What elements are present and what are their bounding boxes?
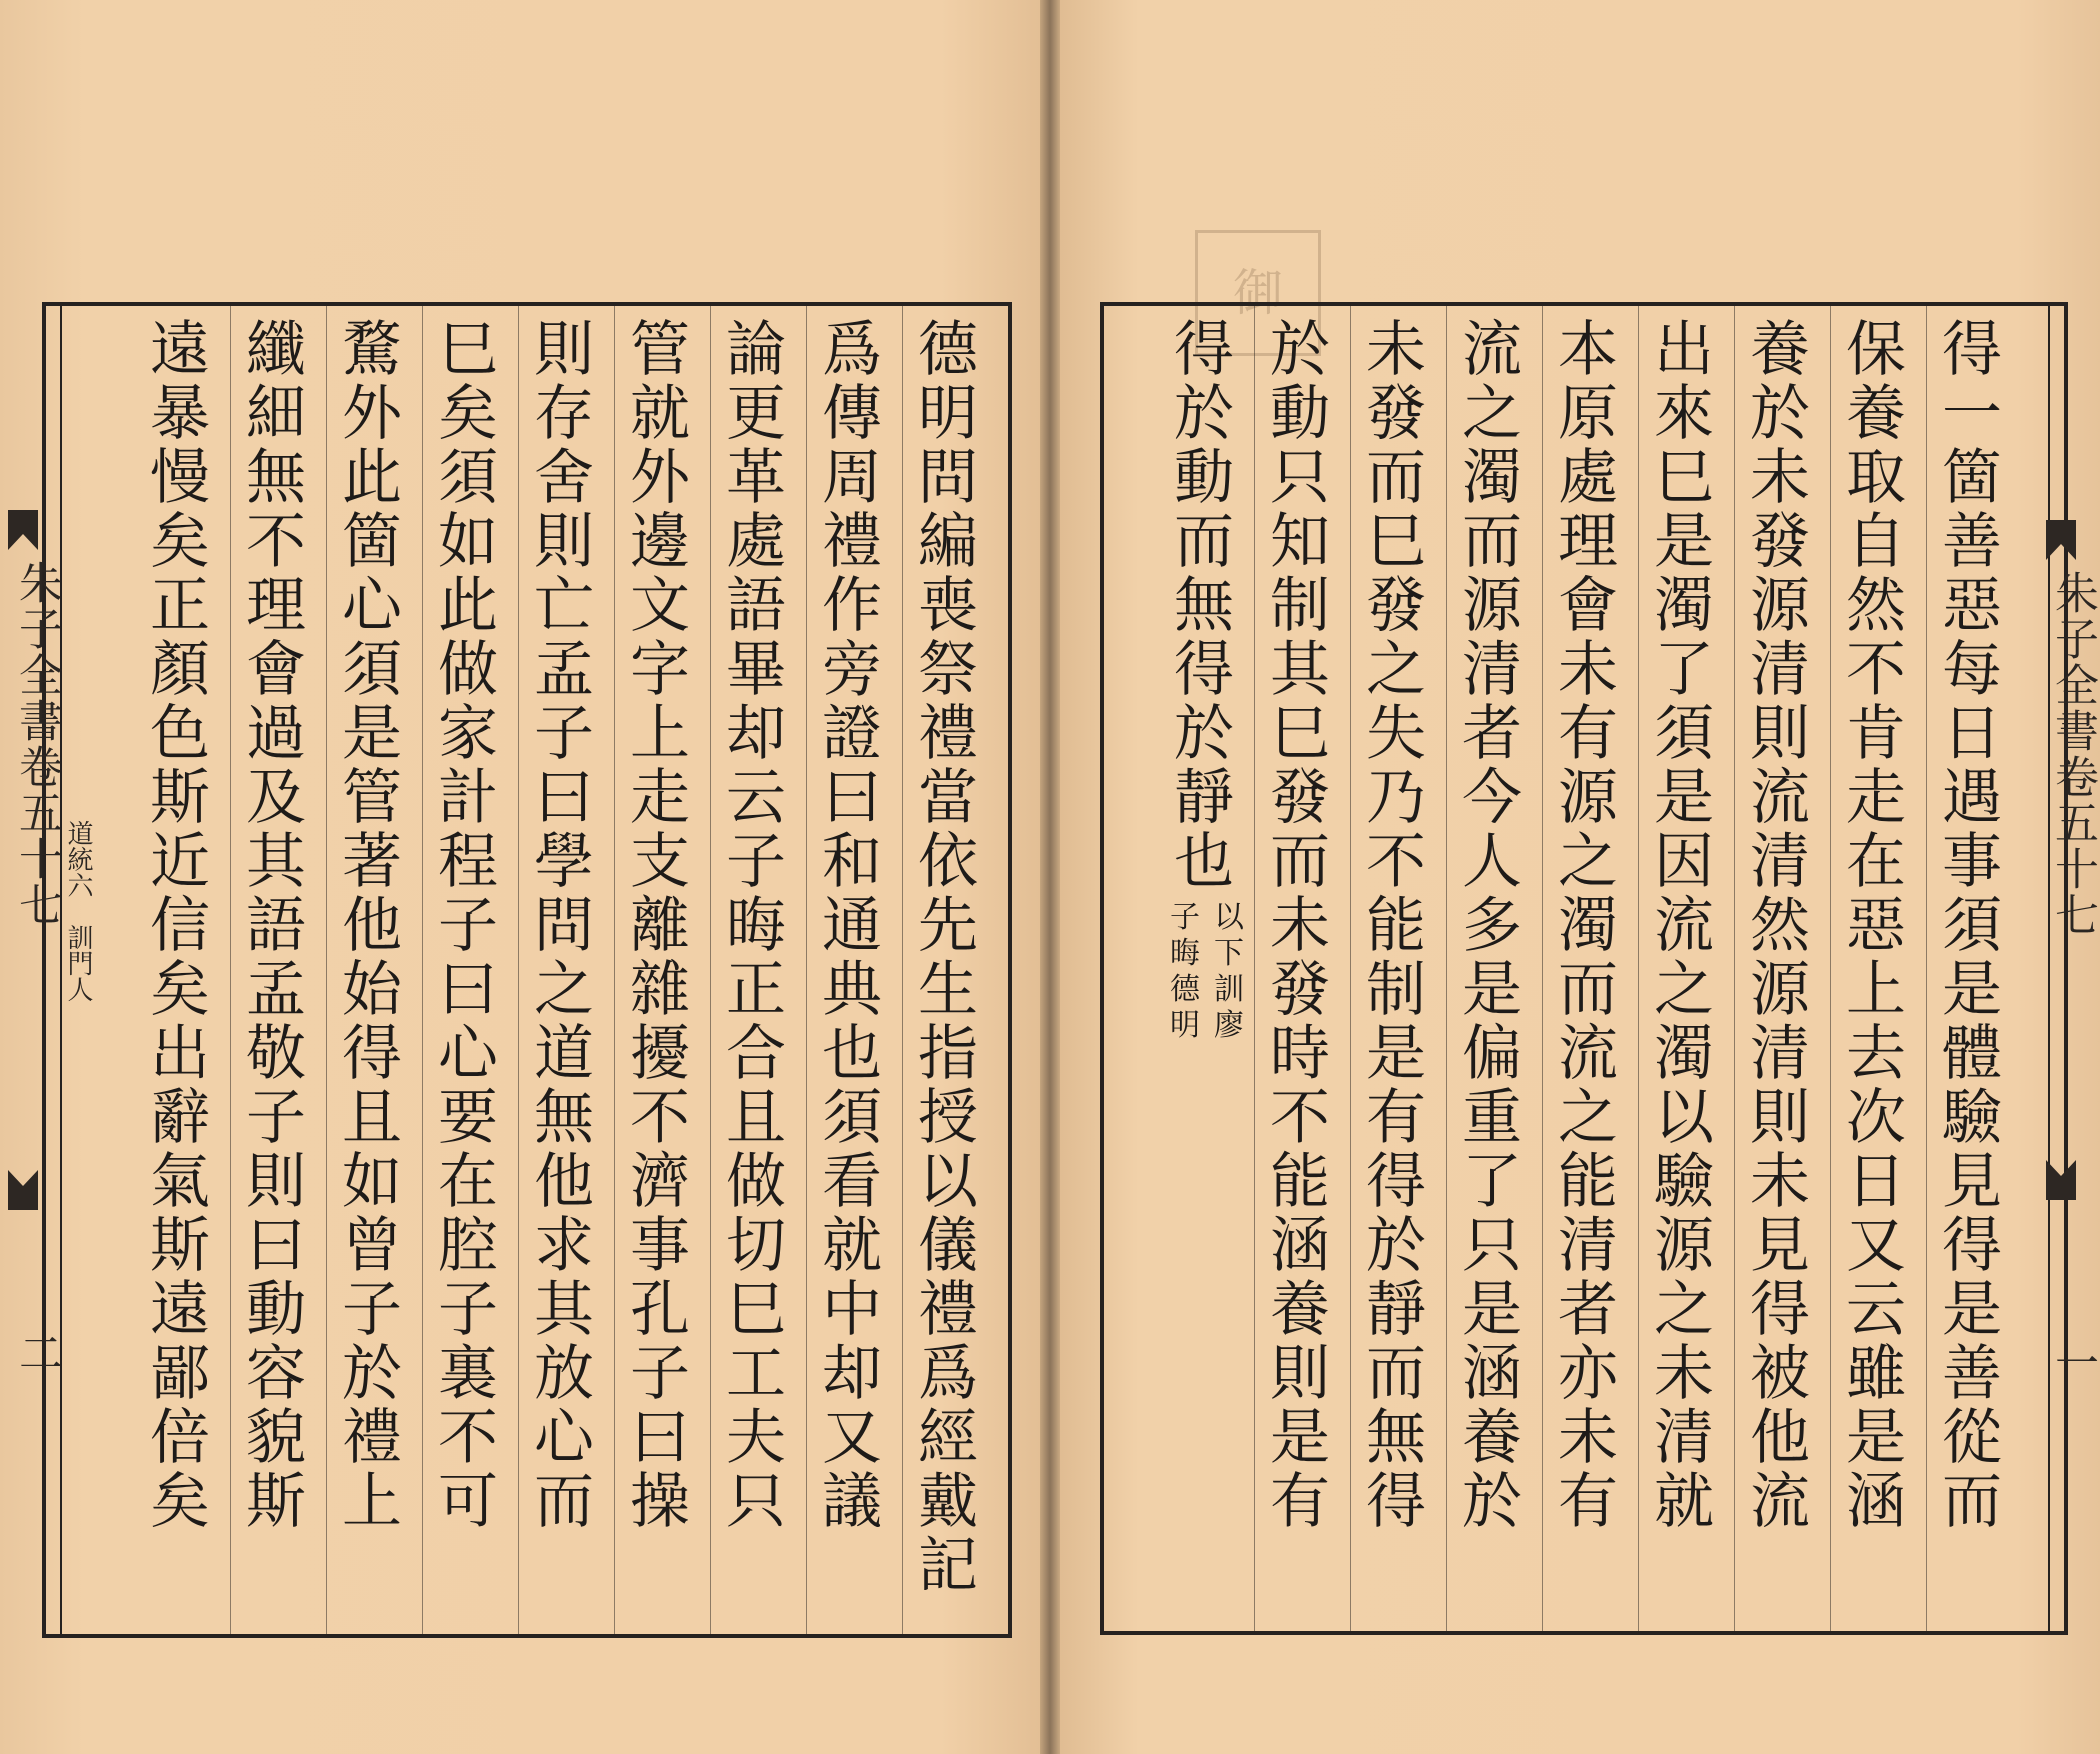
text-column: 爲 傳 周 禮 作 旁 證 曰 和 通 典 也 須 看 就 中 却 又 議 bbox=[822, 315, 882, 1537]
column-rule bbox=[1446, 306, 1447, 1631]
text-column: 則 存 舍 則 亡 孟 子 曰 學 問 之 道 無 他 求 其 放 心 而 bbox=[534, 315, 594, 1537]
column-rule bbox=[806, 306, 807, 1634]
column-rule bbox=[710, 306, 711, 1634]
column-rule bbox=[1830, 306, 1831, 1631]
annotation-column: 以 下 訓 廖 bbox=[1214, 900, 1244, 1043]
text-column: 論 更 革 處 語 畢 却 云 子 晦 正 合 且 做 切 巳 工 夫 只 bbox=[726, 315, 786, 1537]
left-margin-page: 二 bbox=[11, 1330, 62, 1376]
column-rule bbox=[326, 306, 327, 1634]
left-margin-section: 道統六 訓門人 bbox=[63, 820, 93, 1002]
right-text-block bbox=[1104, 306, 2064, 1631]
text-column: 騖 外 此 箇 心 須 是 管 著 他 始 得 且 如 曾 子 於 禮 上 bbox=[342, 315, 402, 1537]
left-margin-title: 朱子全書卷五十七 bbox=[11, 560, 62, 928]
text-column: 未 發 而 巳 發 之 失 乃 不 能 制 是 有 得 於 靜 而 無 得 bbox=[1366, 315, 1426, 1537]
right-margin-strip bbox=[2040, 290, 2098, 1630]
column-rule bbox=[422, 306, 423, 1634]
right-margin-title: 朱子全書卷五十七 bbox=[2047, 570, 2098, 938]
fishtail-mark bbox=[2046, 520, 2076, 560]
left-margin-strip bbox=[4, 290, 62, 1630]
text-column: 於 動 只 知 制 其 巳 發 而 未 發 時 不 能 涵 養 則 是 有 bbox=[1270, 315, 1330, 1537]
annotation-column: 子 晦 德 明 bbox=[1170, 900, 1200, 1043]
right-margin-page: 一 bbox=[2047, 1340, 2098, 1386]
text-column: 管 就 外 邊 文 字 上 走 支 離 雜 擾 不 濟 事 孔 子 曰 操 bbox=[630, 315, 690, 1537]
column-rule bbox=[1350, 306, 1351, 1631]
left-text-block bbox=[46, 306, 1008, 1634]
text-column: 本 原 處 理 會 未 有 源 之 濁 而 流 之 能 清 者 亦 未 有 bbox=[1558, 315, 1618, 1537]
faint-seal-stamp: 御 bbox=[1195, 230, 1321, 356]
text-column: 流 之 濁 而 源 清 者 今 人 多 是 偏 重 了 只 是 涵 養 於 bbox=[1462, 315, 1522, 1537]
fishtail-mark bbox=[8, 1170, 38, 1210]
left-page-frame bbox=[42, 302, 1012, 1638]
text-column: 纖 細 無 不 理 會 過 及 其 語 孟 敬 子 則 曰 動 容 貌 斯 bbox=[246, 315, 306, 1537]
column-rule bbox=[230, 306, 231, 1634]
text-column: 出 來 巳 是 濁 了 須 是 因 流 之 濁 以 驗 源 之 未 清 就 bbox=[1654, 315, 1714, 1537]
fishtail-mark bbox=[8, 510, 38, 550]
text-column: 得 一 箇 善 惡 每 日 遇 事 須 是 體 驗 見 得 是 善 從 而 bbox=[1942, 315, 2002, 1537]
text-column: 保 養 取 自 然 不 肯 走 在 惡 上 去 次 日 又 云 雖 是 涵 bbox=[1846, 315, 1906, 1537]
column-rule bbox=[1542, 306, 1543, 1631]
column-rule bbox=[1638, 306, 1639, 1631]
fishtail-mark bbox=[2046, 1160, 2076, 1200]
right-page-frame bbox=[1100, 302, 2068, 1635]
book-gutter bbox=[1040, 0, 1060, 1754]
text-column: 得 於 動 而 無 得 於 靜 也 bbox=[1174, 315, 1234, 897]
column-rule bbox=[518, 306, 519, 1634]
column-rule bbox=[1734, 306, 1735, 1631]
column-rule bbox=[1926, 306, 1927, 1631]
text-column: 德 明 問 編 喪 祭 禮 當 依 先 生 指 授 以 儀 禮 爲 經 戴 記 bbox=[918, 315, 978, 1601]
text-column: 遠 暴 慢 矣 正 顏 色 斯 近 信 矣 出 辭 氣 斯 遠 鄙 倍 矣 bbox=[150, 315, 210, 1537]
text-column: 巳 矣 須 如 此 做 家 計 程 子 曰 心 要 在 腔 子 裏 不 可 bbox=[438, 315, 498, 1537]
column-rule bbox=[614, 306, 615, 1634]
column-rule bbox=[902, 306, 903, 1634]
text-column: 養 於 未 發 源 清 則 流 清 然 源 清 則 未 見 得 被 他 流 bbox=[1750, 315, 1810, 1537]
column-rule bbox=[1254, 306, 1255, 1631]
